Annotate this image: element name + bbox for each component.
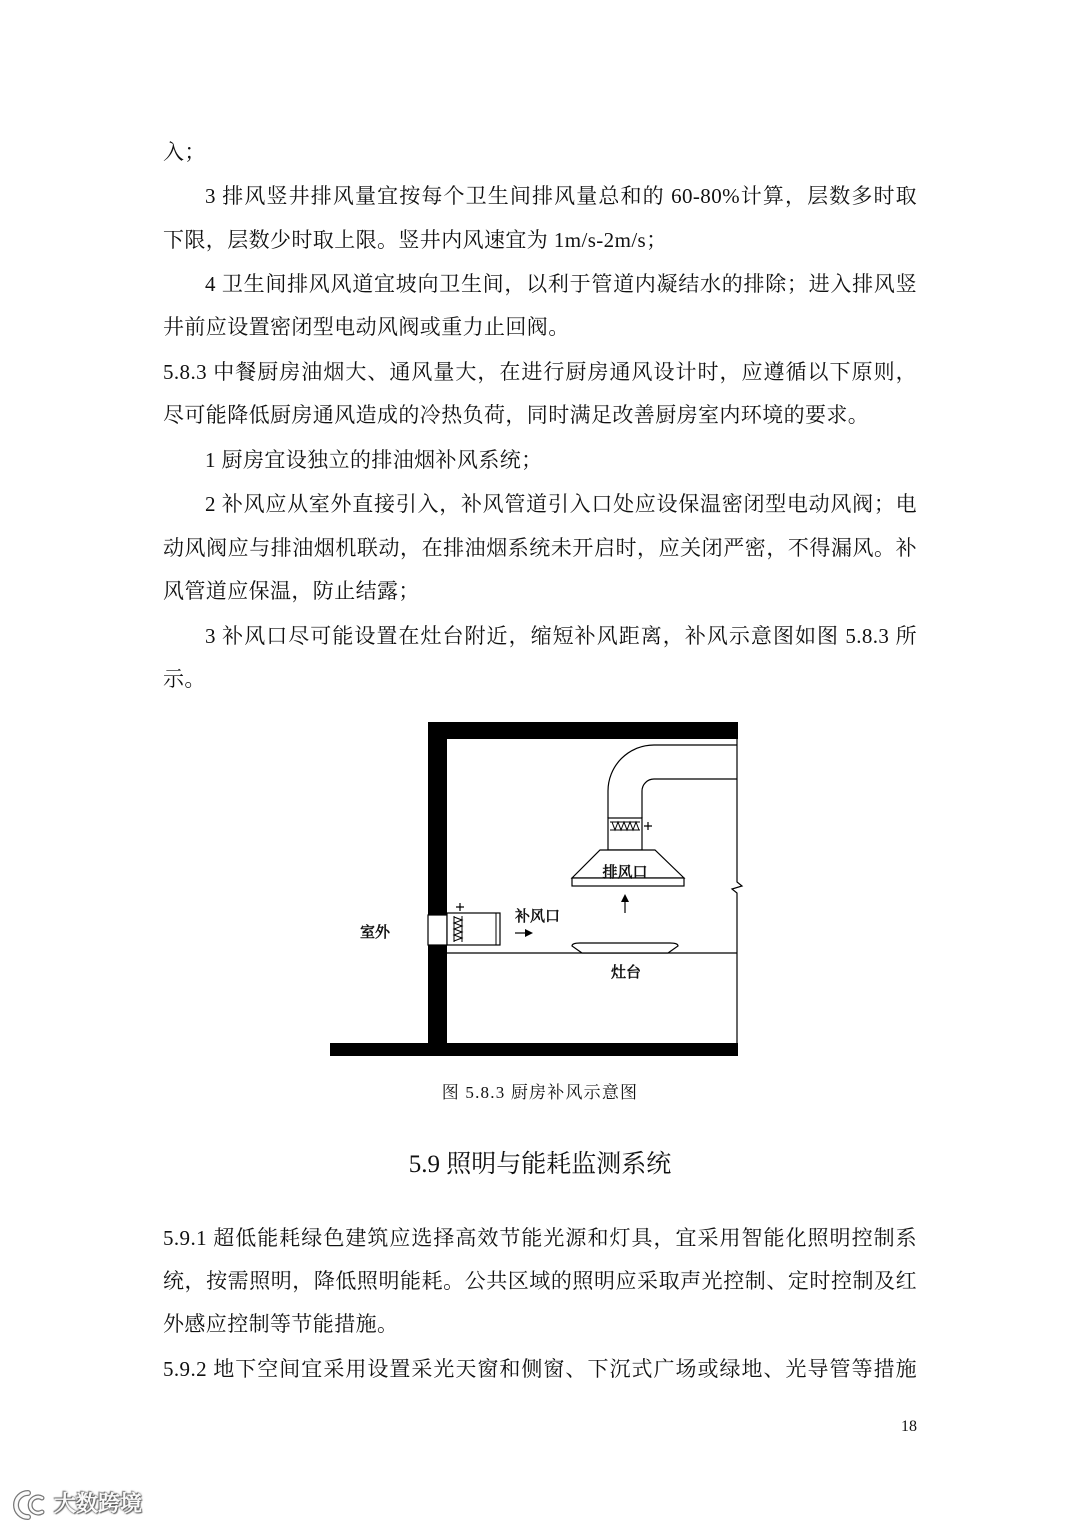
paragraph-line: 动风阀应与排油烟机联动，在排油烟系统未开启时，应关闭严密，不得漏风。补 — [163, 536, 917, 560]
paragraph-line: 2 补风应从室外直接引入，补风管道引入口处应设保温密闭型电动风阀；电 — [205, 492, 917, 516]
paragraph-line: 1 厨房宜设独立的排油烟补风系统； — [205, 448, 543, 472]
paragraph-line: 统，按需照明，降低照明能耗。公共区域的照明应采取声光控制、定时控制及红 — [163, 1269, 917, 1293]
floor-slab — [330, 1043, 738, 1056]
page-number: 18 — [901, 1418, 917, 1435]
wall-opening — [428, 915, 447, 945]
paragraph-line: 5.8.3 中餐厨房油烟大、通风量大，在进行厨房通风设计时，应遵循以下原则， — [163, 360, 917, 384]
paragraph-line: 示。 — [163, 667, 206, 691]
paragraph-line: 5.9.2 地下空间宜采用设置采光天窗和侧窗、下沉式广场或绿地、光导管等措施 — [163, 1357, 917, 1381]
section-heading: 5.9 照明与能耗监测系统 — [408, 1151, 672, 1178]
exhaust-damper-box — [608, 818, 642, 850]
exhaust-outlet-label: 排风口 — [602, 863, 648, 881]
watermark-text: 大数跨境 — [54, 1492, 143, 1517]
arrow-right-icon — [515, 929, 533, 937]
left-wall-upper — [428, 722, 447, 915]
arrow-up-icon — [621, 894, 629, 913]
paragraph-line: 3 补风口尽可能设置在灶台附近，缩短补风距离，补风示意图如图 5.8.3 所 — [205, 624, 917, 648]
exhaust-duct-outer-wall — [608, 745, 737, 818]
arrow-up-head — [621, 894, 629, 902]
arrow-right-head — [525, 929, 533, 937]
paragraph-line: 风管道应保温，防止结露； — [163, 579, 420, 603]
figure-caption: 图 5.8.3 厨房补风示意图 — [441, 1083, 639, 1102]
paragraph-line: 外感应控制等节能措施。 — [163, 1312, 399, 1336]
outdoor-label: 室外 — [359, 923, 391, 941]
stove-pan — [572, 943, 678, 953]
right-break-line — [732, 739, 742, 1043]
building-walls — [330, 722, 738, 1056]
kitchen-makeup-air-diagram — [320, 710, 750, 1060]
paragraph-line: 井前应设置密闭型电动风阀或重力止回阀。 — [163, 315, 570, 339]
supply-air-outlet-label: 补风口 — [515, 907, 561, 925]
paragraph-line: 4 卫生间排风风道宜坡向卫生间，以利于管道内凝结水的排除；进入排风竖 — [205, 272, 917, 296]
exhaust-damper — [608, 818, 652, 850]
ceiling-wall — [428, 722, 738, 739]
supply-air-damper — [447, 903, 500, 945]
watermark-logo-icon — [8, 1488, 52, 1522]
exhaust-damper-plus-icon — [644, 822, 652, 830]
stove-label: 灶台 — [610, 963, 642, 981]
paragraph-line: 5.9.1 超低能耗绿色建筑应选择高效节能光源和灯具，宜采用智能化照明控制系 — [163, 1226, 917, 1250]
exhaust-duct-inner-wall — [642, 779, 737, 818]
paragraph-line: 入； — [163, 140, 206, 164]
supply-damper-plus-icon — [456, 903, 464, 911]
paragraph-line: 尽可能降低厨房通风造成的冷热负荷，同时满足改善厨房室内环境的要求。 — [163, 403, 870, 427]
paragraph-line: 下限，层数少时取上限。竖井内风速宜为 1m/s-2m/s； — [163, 228, 668, 252]
left-wall-lower — [428, 945, 447, 1056]
paragraph-line: 3 排风竖井排风量宜按每个卫生间排风量总和的 60-80%计算，层数多时取 — [205, 184, 917, 208]
